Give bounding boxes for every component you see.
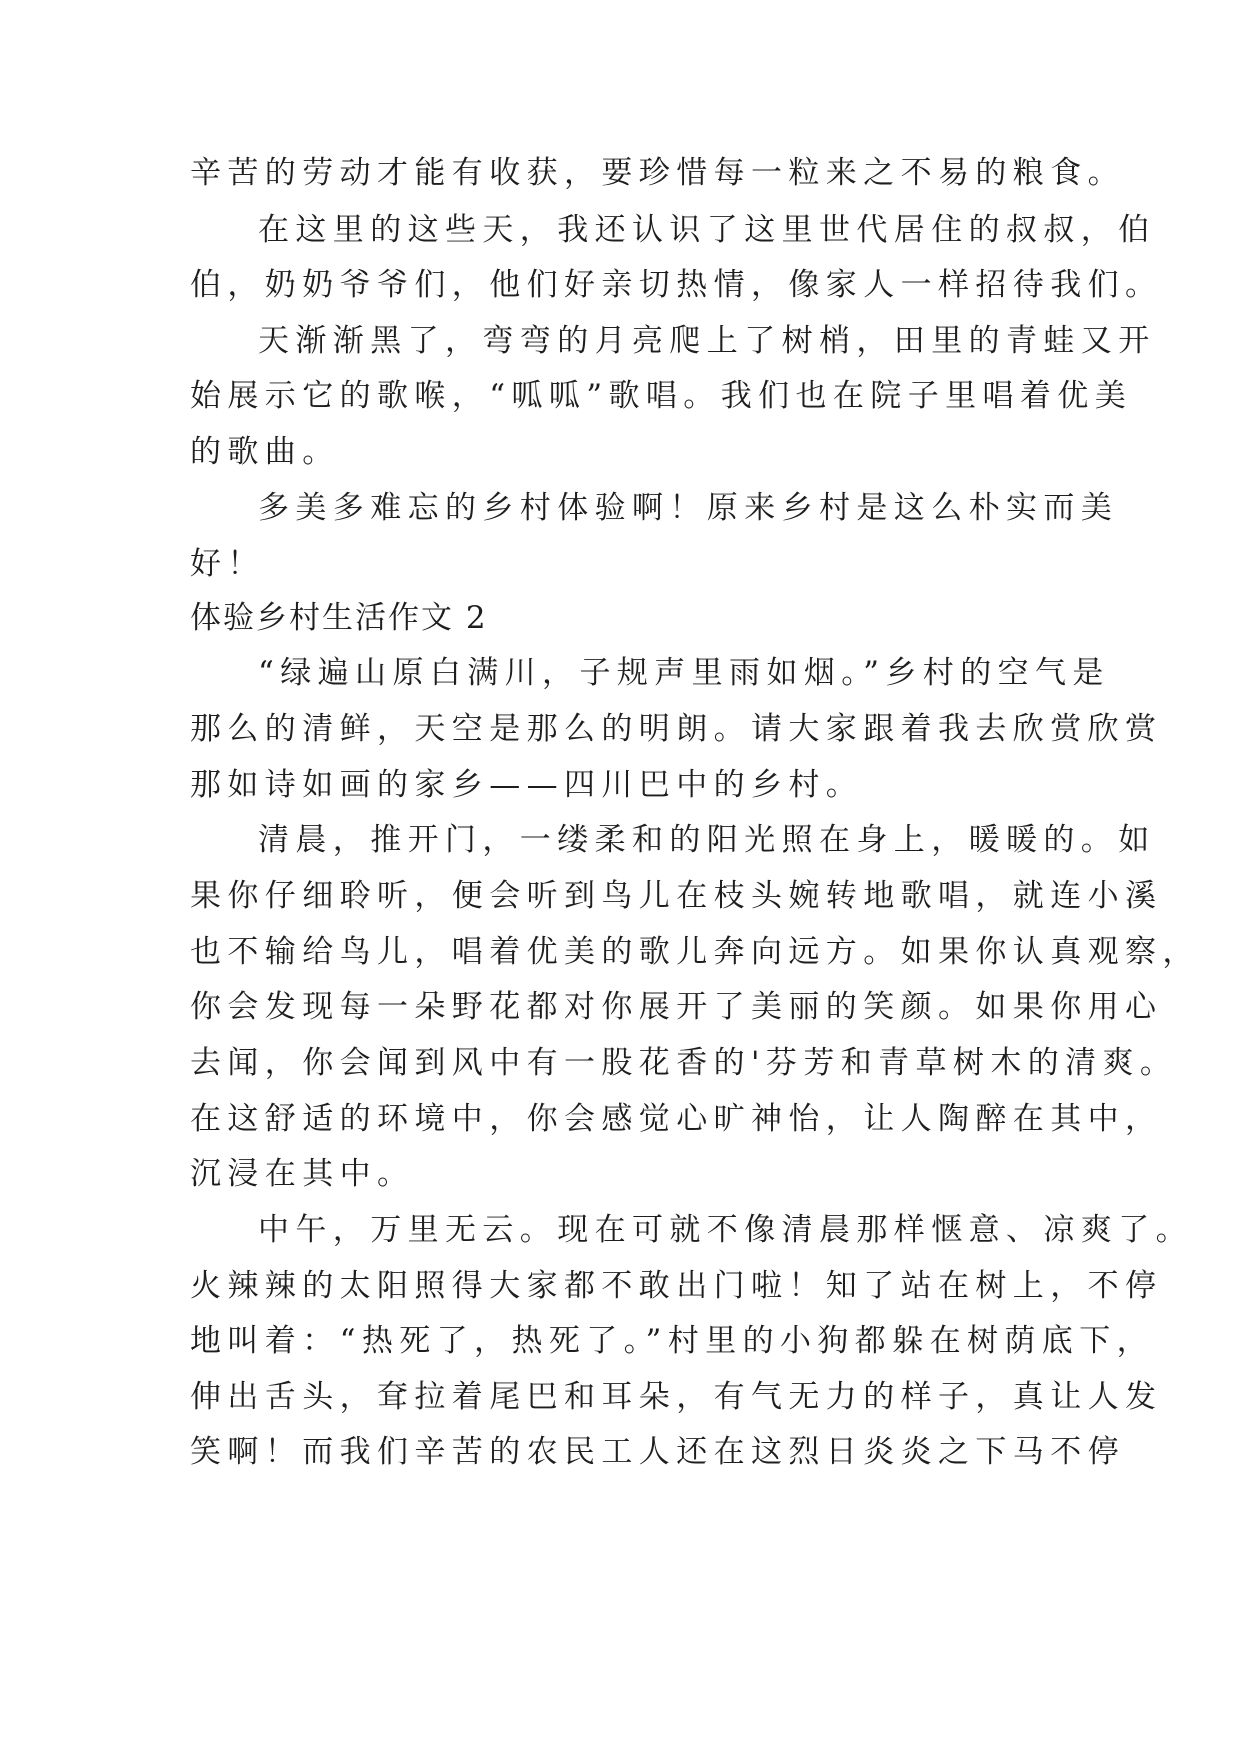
text-line: 中午，万里无云。现在可就不像清晨那样惬意、凉爽了。	[258, 1212, 1193, 1248]
text-line: 也不输给鸟儿，唱着优美的歌儿奔向远方。如果你认真观察，	[190, 934, 1200, 970]
text-line: 辛苦的劳动才能有收获，要珍惜每一粒来之不易的粮食。	[190, 155, 1125, 191]
text-line: 伯，奶奶爷爷们，他们好亲切热情，像家人一样招待我们。	[190, 267, 1163, 303]
text-line: 火辣辣的太阳照得大家都不敢出门啦！知了站在树上，不停	[190, 1268, 1163, 1304]
section-heading: 体验乡村生活作文 2	[190, 600, 488, 636]
text-line: 那如诗如画的家乡——四川巴中的乡村。	[190, 767, 864, 803]
text-line: 天渐渐黑了，弯弯的月亮爬上了树梢，田里的青蛙又开	[258, 323, 1156, 359]
text-line: 在这里的这些天，我还认识了这里世代居住的叔叔，伯	[258, 212, 1156, 248]
text-line: 那么的清鲜，天空是那么的明朗。请大家跟着我去欣赏欣赏	[190, 711, 1163, 747]
text-line: 在这舒适的环境中，你会感觉心旷神怡，让人陶醉在其中，	[190, 1101, 1163, 1137]
text-line: 的歌曲。	[190, 434, 340, 470]
text-line: 始展示它的歌喉，“呱呱”歌唱。我们也在院子里唱着优美	[190, 378, 1133, 414]
text-line: 笑啊！而我们辛苦的农民工人还在这烈日炎炎之下马不停	[190, 1434, 1125, 1470]
text-line: 地叫着：“热死了，热死了。”村里的小狗都躲在树荫底下，	[190, 1323, 1154, 1359]
text-line: 多美多难忘的乡村体验啊！原来乡村是这么朴实而美	[258, 490, 1119, 526]
text-line: 好！	[190, 546, 265, 582]
text-line: 你会发现每一朵野花都对你展开了美丽的笑颜。如果你用心	[190, 989, 1163, 1025]
text-line: 果你仔细聆听，便会听到鸟儿在枝头婉转地歌唱，就连小溪	[190, 878, 1163, 914]
text-line: 清晨，推开门，一缕柔和的阳光照在身上，暖暖的。如	[258, 822, 1156, 858]
text-line: 伸出舌头，耷拉着尾巴和耳朵，有气无力的样子，真让人发	[190, 1379, 1163, 1415]
text-line: 沉浸在其中。	[190, 1156, 415, 1192]
text-line: “绿遍山原白满川，子规声里雨如烟。”乡村的空气是	[258, 655, 1110, 691]
text-line: 去闻，你会闻到风中有一股花香的'芬芳和青草树木的清爽。	[190, 1045, 1178, 1081]
